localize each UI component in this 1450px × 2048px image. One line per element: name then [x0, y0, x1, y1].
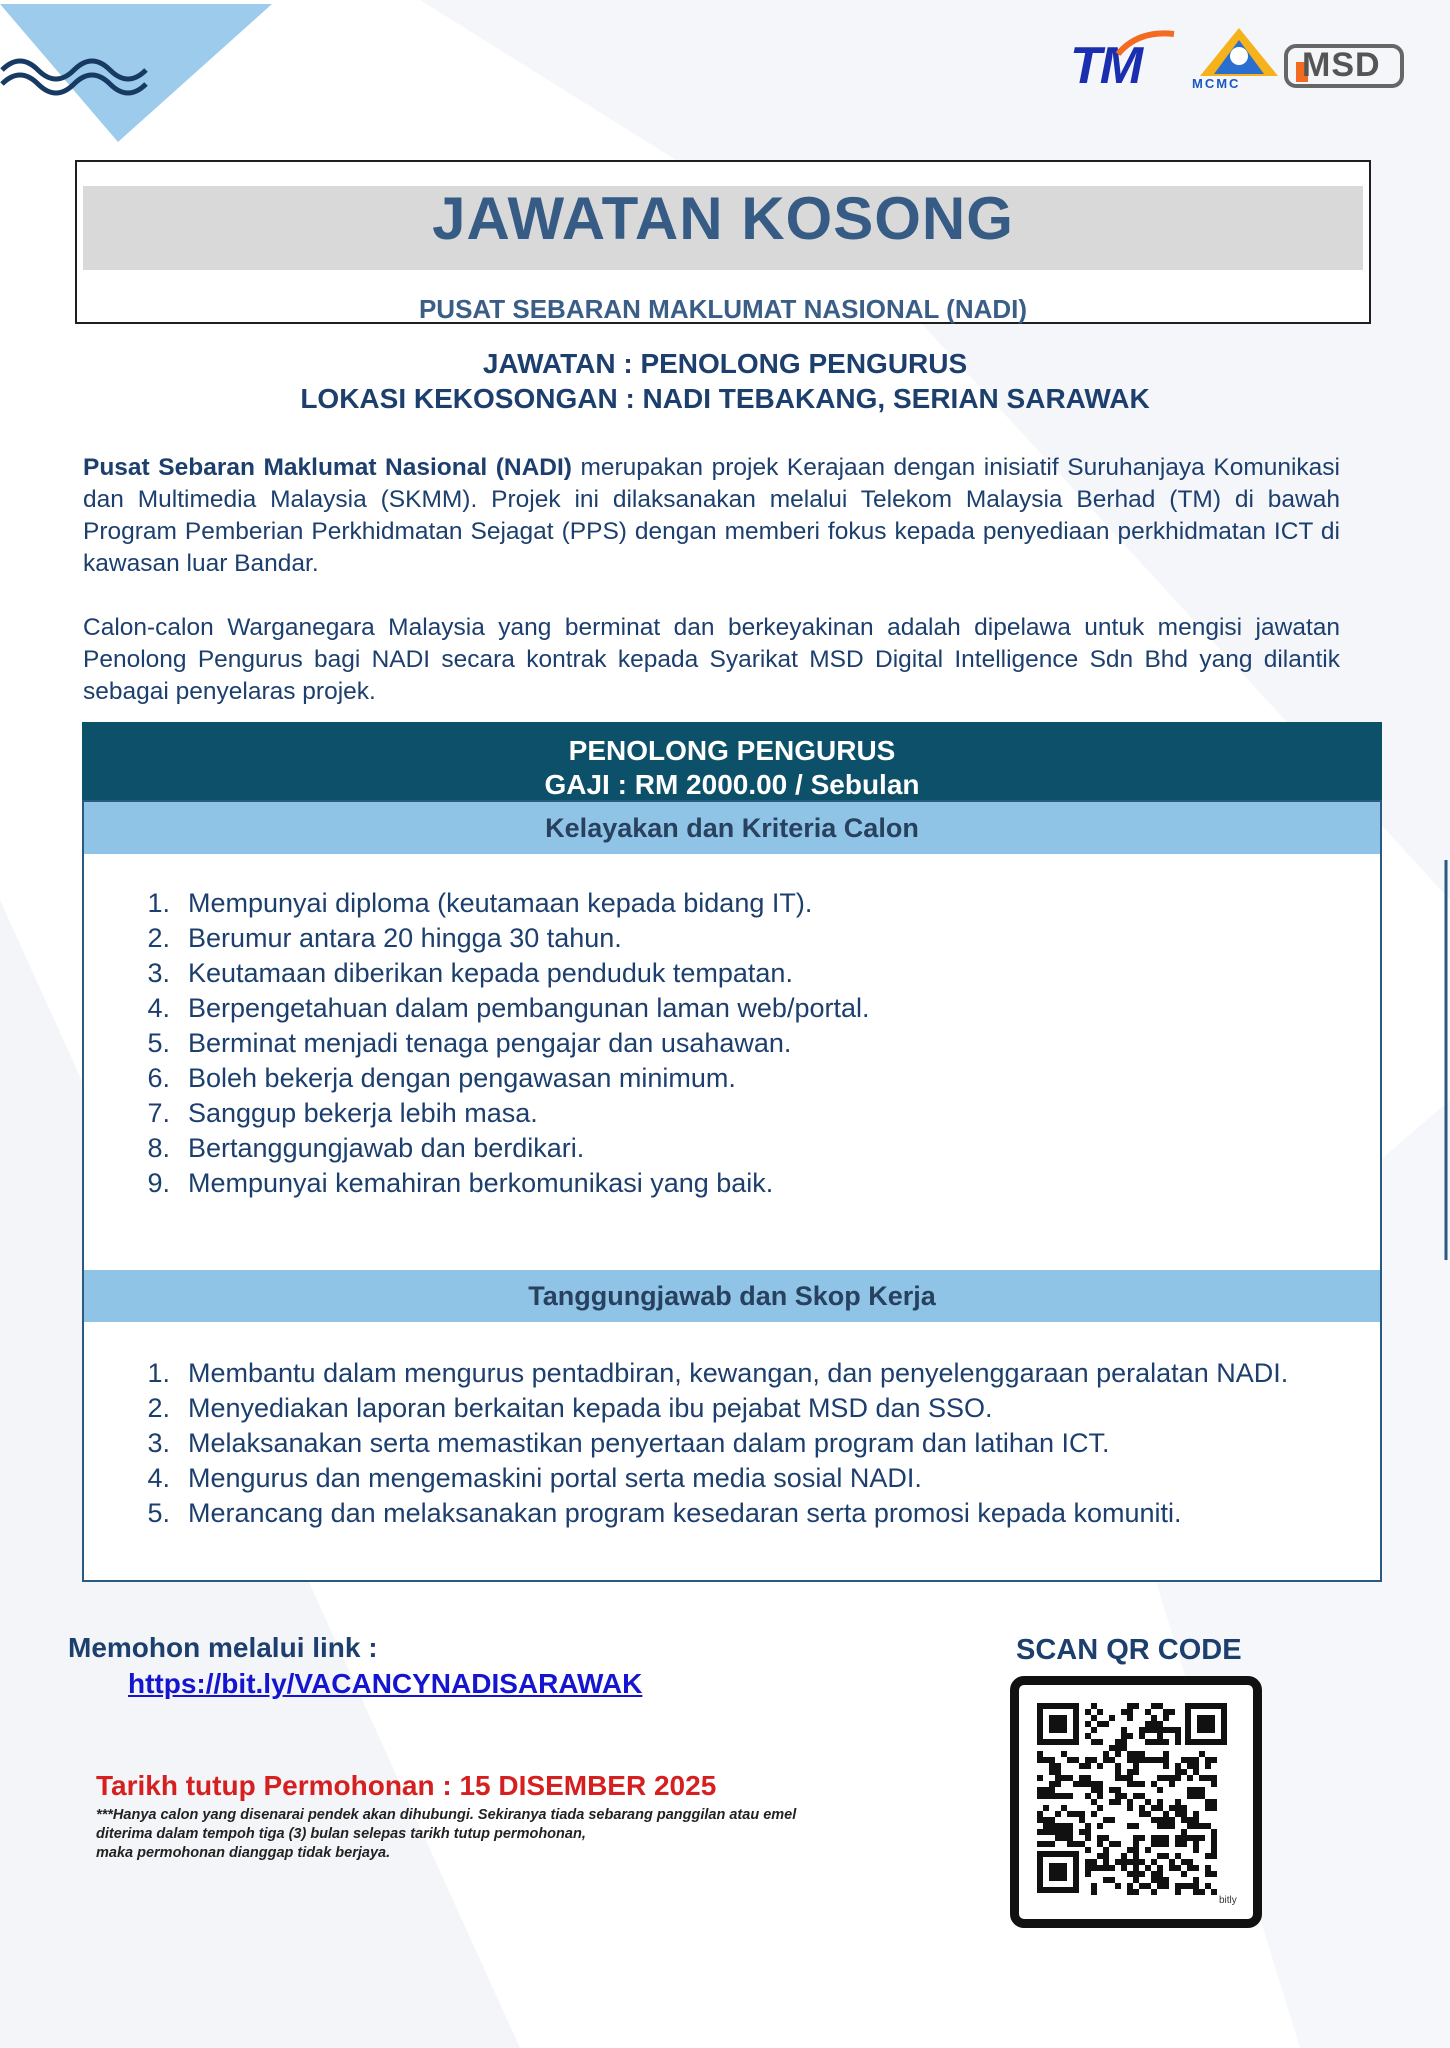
job-title: PENOLONG PENGURUS — [568, 735, 896, 766]
intro-paragraph-1 — [83, 452, 1340, 580]
disclaimer-note: ***Hanya calon yang disenarai pendek akan dihubungi. Sekiranya tiada sebarang panggilan atau emel diterima dalam tempoh tiga (3) bulan selepas tarikh tutup permohonan, maka permohonan dianggap tidak berjaya. — [96, 1807, 797, 1861]
scope-heading: Tanggungjawab dan Skop Kerja — [84, 1270, 1380, 1322]
location-heading: LOKASI KEKOSONGAN : NADI TEBAKANG, SERIAN SARAWAK — [300, 383, 1150, 414]
apply-link[interactable]: https://bit.ly/VACANCYNADISARAWAK — [128, 1668, 643, 1699]
criteria-list — [126, 886, 870, 1201]
job-header — [82, 722, 1382, 802]
page-title: JAWATAN KOSONG — [432, 185, 1014, 252]
scope-list — [126, 1356, 1288, 1531]
intro-bold: Pusat Sebaran Maklumat Nasional (NADI) — [83, 454, 572, 481]
title-box — [75, 160, 1371, 324]
job-salary: GAJI : RM 2000.00 / Sebulan — [544, 769, 920, 800]
bitly-label: bitly — [1219, 1895, 1237, 1906]
qr-code[interactable] — [1010, 1676, 1262, 1928]
list-item: 6. Boleh bekerja dengan pengawasan minimum. — [147, 1063, 736, 1093]
qr-title: SCAN QR CODE — [1016, 1634, 1242, 1666]
msd-logo-text: MSD — [1302, 46, 1381, 84]
list-item: 8. Bertanggungjawab dan berdikari. — [147, 1133, 585, 1163]
list-item: 5. Berminat menjadi tenaga pengajar dan usahawan. — [147, 1028, 792, 1058]
partner-logos — [1070, 26, 1410, 96]
list-item: 4. Berpengetahuan dalam pembangunan laman web/portal. — [147, 993, 870, 1023]
list-item: 7. Sanggup bekerja lebih masa. — [147, 1098, 538, 1128]
closing-date: Tarikh tutup Permohonan : 15 DISEMBER 2025 — [96, 1770, 717, 1801]
criteria-heading: Kelayakan dan Kriteria Calon — [84, 802, 1380, 854]
qr-code-icon — [1019, 1685, 1253, 1919]
mcmc-logo-icon — [1198, 26, 1280, 78]
list-item: 9. Mempunyai kemahiran berkomunikasi yang baik. — [147, 1168, 774, 1198]
list-item: 3. Keutamaan diberikan kepada penduduk tempatan. — [147, 958, 793, 988]
position-heading: JAWATAN : PENOLONG PENGURUS — [482, 348, 968, 379]
job-details — [82, 800, 1382, 1582]
apply-label: Memohon melalui link : — [68, 1632, 378, 1663]
list-item: 4. Mengurus dan mengemaskini portal serta media sosial NADI. — [147, 1463, 922, 1493]
list-item: 2. Berumur antara 20 hingga 30 tahun. — [147, 923, 622, 953]
list-item: 2. Menyediakan laporan berkaitan kepada ibu pejabat MSD dan SSO. — [147, 1393, 993, 1423]
tm-swoosh-icon — [1110, 28, 1180, 58]
tm-logo: TM — [1070, 37, 1142, 95]
page-subtitle: PUSAT SEBARAN MAKLUMAT NASIONAL (NADI) — [418, 294, 1028, 324]
list-item: 1. Mempunyai diploma (keutamaan kepada bidang IT). — [147, 888, 813, 918]
list-item: 5. Merancang dan melaksanakan program kesedaran serta promosi kepada komuniti. — [147, 1498, 1182, 1528]
list-item: 1. Membantu dalam mengurus pentadbiran, kewangan, dan penyelenggaraan peralatan NADI. — [147, 1358, 1289, 1388]
list-item: 3. Melaksanakan serta memastikan penyertaan dalam program dan latihan ICT. — [147, 1428, 1110, 1458]
intro-paragraph-2: Calon-calon Warganegara Malaysia yang berminat dan berkeyakinan adalah dipelawa untuk mengisi jawatan Penolong Pengurus bagi NADI secara kontrak kepada Syarikat MSD Digital Intelligence Sdn Bhd yang dilantik sebagai penyelaras projek. — [83, 614, 1340, 705]
intro-text: merupakan projek Kerajaan dengan inisiatif Suruhanjaya Komunikasi dan Multimedia Malaysia (SKMM). Projek ini dilaksanakan melalui Telekom Malaysia Berhad (TM) di bawah Program Pemberian Perkhidmatan Sejagat (PPS) dengan memberi fokus kepada penyediaan perkhidmatan ICT di kawasan luar Bandar. — [83, 454, 1340, 577]
mcmc-logo-text: MCMC — [1192, 76, 1241, 91]
